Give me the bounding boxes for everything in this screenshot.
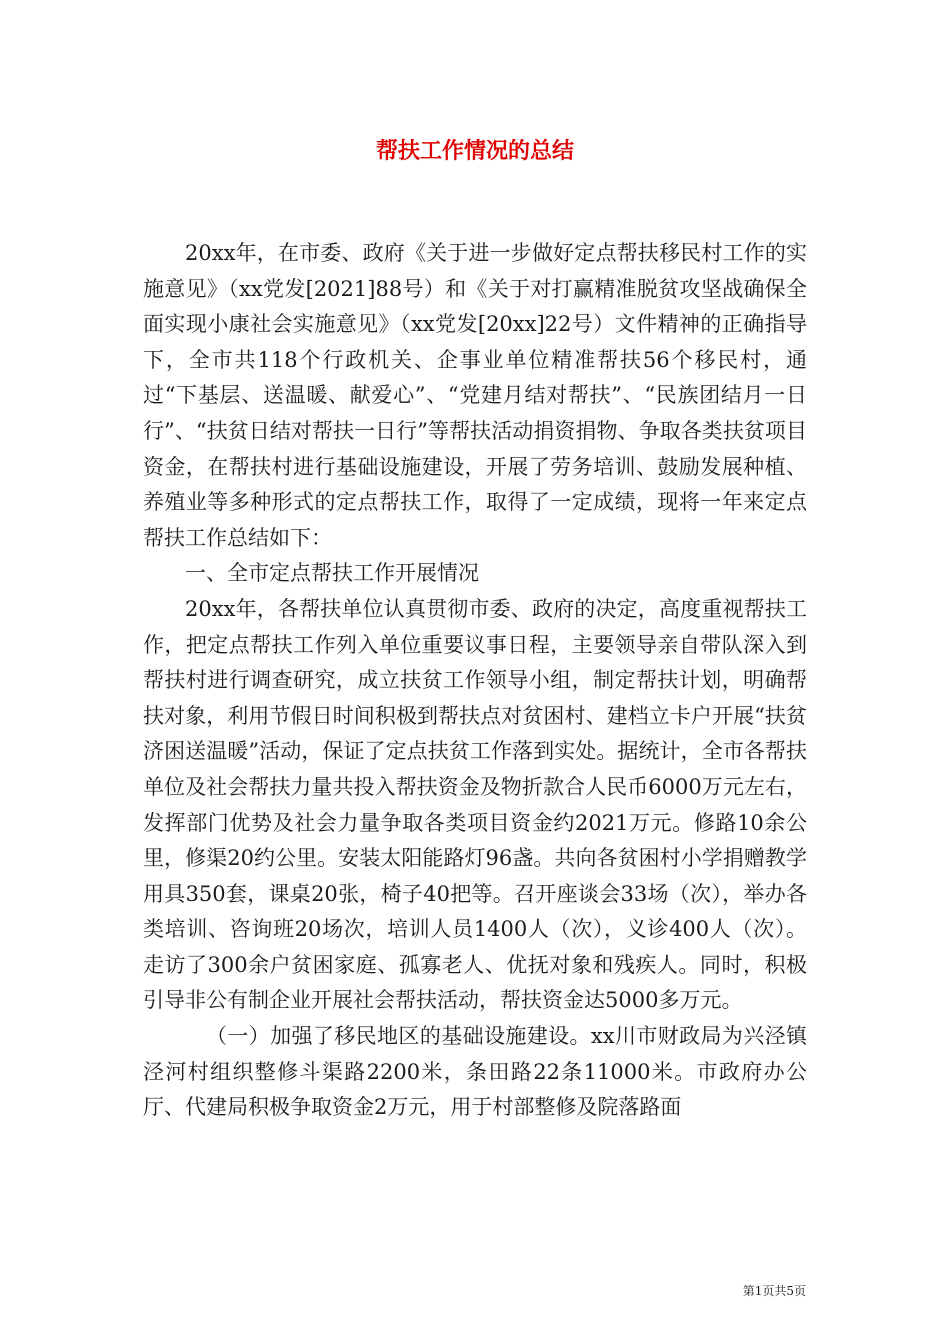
subsection-paragraph: （一）加强了移民地区的基础设施建设。xx川市财政局为兴泾镇泾河村组织整修斗渠路2200米，条田路22条11000米。市政府办公厅、代建局积极争取资金2万元，用于村部整修及院落路面 (143, 1024, 807, 1120)
document-body (143, 236, 807, 1126)
section-heading: 一、全市定点帮扶工作开展情况 (185, 561, 479, 586)
overview-paragraph: 20xx年，各帮扶单位认真贯彻市委、政府的决定，高度重视帮扶工作，把定点帮扶工作列入单位重要议事日程，主要领导亲自带队深入到帮扶村进行调查研究，成立扶贫工作领导小组，制定帮扶计划，明确帮扶对象，利用节假日时间积极到帮扶点对贫困村、建档立卡户开展“扶贫济困送温暖”活动，保证了定点扶贫工作落到实处。据统计，全市各帮扶单位及社会帮扶力量共投入帮扶资金及物折款合人民币6000万元左右，发挥部门优势及社会力量争取各类项目资金约2021万元。修路10余公里，修渠20约公里。安装太阳能路灯96盏。共向各贫困村小学捐赠教学用具350套，课桌20张，椅子40把等。召开座谈会33场（次），举办各类培训、咨询班20场次，培训人员1400人（次），义诊400人（次）。走访了300余户贫困家庭、孤寡老人、优抚对象和残疾人。同时，积极引导非公有制企业开展社会帮扶活动，帮扶资金达5000多万元。 (143, 596, 807, 1013)
intro-paragraph: 20xx年，在市委、政府《关于进一步做好定点帮扶移民村工作的实施意见》（xx党发[2021]88号）和《关于对打赢精准脱贫攻坚战确保全面实现小康社会实施意见》（xx党发[20xx]22号）文件精神的正确指导下，全市共118个行政机关、企事业单位精准帮扶56个移民村，通过“下基层、送温暖、献爱心”、“党建月结对帮扶”、“民族团结月一日行”、“扶贫日结对帮扶一日行”等帮扶活动捐资捐物、争取各类扶贫项目资金，在帮扶村进行基础设施建设，开展了劳务培训、鼓励发展种植、养殖业等多种形式的定点帮扶工作，取得了一定成绩，现将一年来定点帮扶工作总结如下： (143, 241, 807, 550)
page-number: 第1页共5页 (742, 1284, 806, 1298)
document-title: 帮扶工作情况的总结 (375, 138, 574, 164)
